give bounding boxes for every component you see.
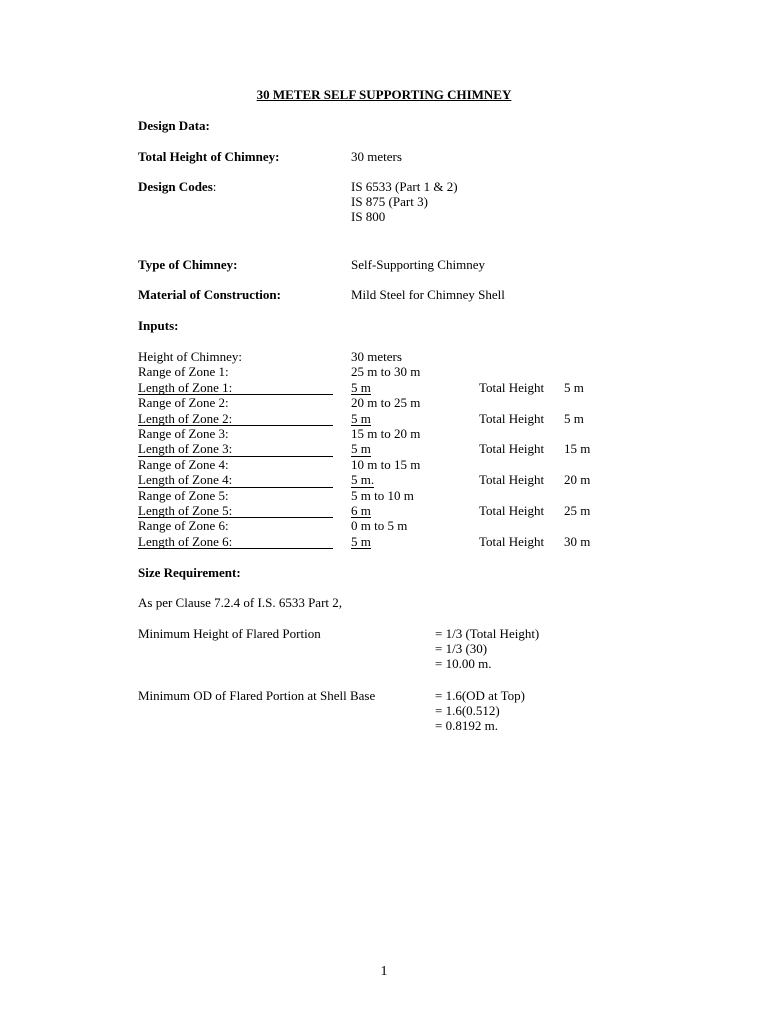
zone-3-length-value: 5 m [351,441,371,457]
clause-text: As per Clause 7.2.4 of I.S. 6533 Part 2, [138,595,343,610]
total-height-value: 30 meters [351,149,402,164]
zone-5-total-label: Total Height [479,503,545,518]
zone-5-length-label: Length of Zone 5: [138,503,333,518]
design-codes-values [351,179,458,224]
zone-2-range-label: Range of Zone 2: [138,395,229,411]
zone-2-total-label: Total Height [479,411,545,426]
zone-4-range-label: Range of Zone 4: [138,456,229,472]
zone-6-total-value: 30 m [564,534,591,549]
height-of-chimney-value: 30 meters [351,349,402,364]
zone-6-total-label: Total Height [479,534,545,549]
flared-height-label: Minimum Height of Flared Portion [138,626,321,641]
zone-3-total-value: 15 m [564,441,591,456]
zone-3-range-value: 15 m to 20 m [351,425,421,441]
zone-2-length-label: Length of Zone 2: [138,411,333,426]
inputs-values [351,349,420,549]
zone-4-length-label: Length of Zone 4: [138,472,333,487]
zone-4-total-value: 20 m [564,472,591,487]
zone-1-total-label: Total Height [479,380,545,395]
zone-4-length-value: 5 m. [351,472,375,488]
material-label: Material of Construction: [138,287,281,302]
zone-6-length-label: Length of Zone 6: [138,534,333,549]
inputs-heading: Inputs: [138,318,179,333]
flared-height-line-3: = 10.00 m. [435,656,492,671]
flared-height-line-2: = 1/3 (30) [435,641,488,656]
design-code-1: IS 6533 (Part 1 & 2) [351,179,458,194]
type-of-chimney-label: Type of Chimney: [138,257,238,272]
zone-4-total-label: Total Height [479,472,545,487]
type-of-chimney-value: Self-Supporting Chimney [351,257,485,272]
page-number: 1 [380,964,388,979]
zone-3-total-label: Total Height [479,441,545,456]
total-height-label: Total Height of Chimney: [138,149,280,164]
zone-3-length-label: Length of Zone 3: [138,441,333,456]
zone-2-total-value: 5 m [564,411,584,426]
flared-od-line-3: = 0.8192 m. [435,718,498,733]
zone-1-range-label: Range of Zone 1: [138,364,229,380]
zone-2-length-value: 5 m [351,410,371,426]
zone-5-length-value: 6 m [351,502,371,518]
inputs-labels [138,349,333,549]
zone-5-range-value: 5 m to 10 m [351,487,414,503]
flared-height-equations [435,626,539,671]
zone-5-total-value: 25 m [564,503,591,518]
zone-5-range-label: Range of Zone 5: [138,487,229,503]
design-data-heading: Design Data: [138,118,210,133]
zone-4-range-value: 10 m to 15 m [351,456,421,472]
zone-1-length-label: Length of Zone 1: [138,380,333,395]
zone-3-range-label: Range of Zone 3: [138,425,229,441]
zone-1-range-value: 25 m to 30 m [351,364,421,380]
design-code-2: IS 875 (Part 3) [351,194,428,209]
zone-1-total-value: 5 m [564,380,584,395]
flared-od-equations [435,688,525,733]
flared-od-line-2: = 1.6(0.512) [435,703,500,718]
size-requirement-heading: Size Requirement: [138,565,241,580]
design-code-3: IS 800 [351,209,386,224]
zone-1-length-value: 5 m [351,379,371,395]
zone-6-range-value: 0 m to 5 m [351,518,408,534]
material-value: Mild Steel for Chimney Shell [351,287,505,302]
flared-od-line-1: = 1.6(OD at Top) [435,688,525,703]
flared-od-label: Minimum OD of Flared Portion at Shell Base [138,688,376,703]
document-title: 30 METER SELF SUPPORTING CHIMNEY [256,87,512,102]
zone-6-range-label: Range of Zone 6: [138,518,229,534]
design-codes-label: Design Codes: [138,179,217,194]
height-of-chimney-label: Height of Chimney: [138,349,242,364]
flared-height-line-1: = 1/3 (Total Height) [435,626,540,641]
zone-2-range-value: 20 m to 25 m [351,395,421,411]
zone-6-length-value: 5 m [351,533,371,549]
